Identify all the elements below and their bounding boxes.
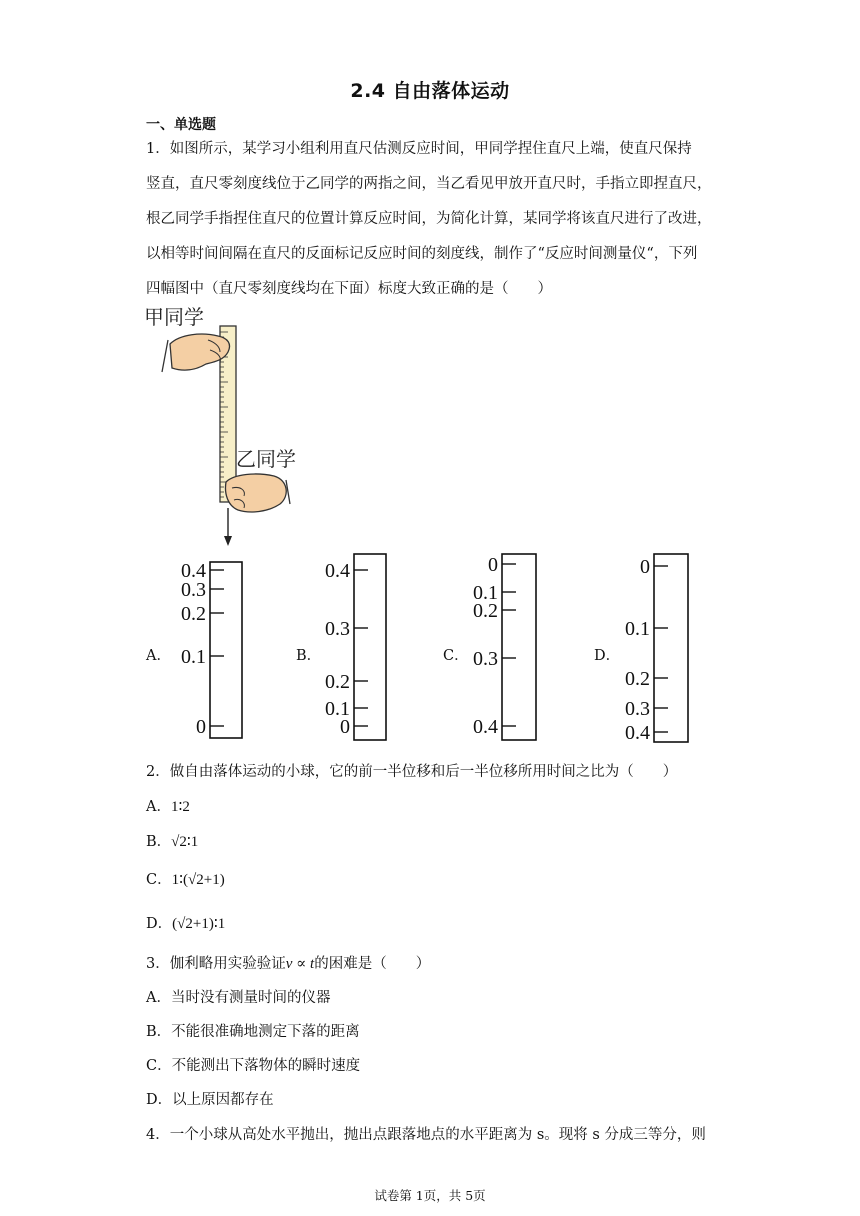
question-1-line: 根乙同学手指捏住直尺的位置计算反应时间，为简化计算，某同学将该直尺进行了改进， bbox=[146, 211, 712, 227]
option-text: 1∶2 bbox=[170, 799, 190, 815]
question-3-stem-suffix: 的困难是（ ） bbox=[314, 956, 431, 972]
option-b-label: B． bbox=[296, 648, 322, 664]
scale-tick-label: 0 bbox=[488, 554, 498, 576]
question-3-option-c bbox=[146, 1054, 360, 1075]
question-3-stem-prefix: 3．伽利略用实验验证 bbox=[146, 956, 286, 972]
scale-tick-label: 0.3 bbox=[473, 648, 498, 670]
scale-tick-label: 0.1 bbox=[473, 582, 498, 604]
question-1-line: 竖直，直尺零刻度线位于乙同学的两指之间，当乙看见甲放开直尺时，手指立即捏直尺， bbox=[146, 176, 712, 192]
question-1-line: 四幅图中（直尺零刻度线均在下面）标度大致正确的是（ ） bbox=[146, 281, 552, 297]
question-2-option-b bbox=[146, 830, 198, 851]
option-a-ticks bbox=[181, 560, 224, 738]
scale-tick-label: 0.3 bbox=[625, 698, 650, 720]
question-1-line: 1．如图所示，某学习小组利用直尺估测反应时间，甲同学捏住直尺上端，使直尺保持 bbox=[146, 141, 692, 157]
ruler-experiment-figure bbox=[140, 300, 330, 550]
option-text: (√2+1)∶1 bbox=[172, 916, 226, 932]
option-label: A． bbox=[146, 799, 171, 815]
option-text: 当时没有测量时间的仪器 bbox=[170, 990, 331, 1006]
scale-tick-label: 0 bbox=[340, 716, 350, 738]
page-title: 2.4 自由落体运动 bbox=[350, 80, 510, 102]
option-text: 以上原因都存在 bbox=[172, 1092, 274, 1108]
scale-tick-label: 0.3 bbox=[181, 579, 206, 601]
scale-tick-label: 0.4 bbox=[625, 722, 650, 744]
question-2-option-a bbox=[146, 795, 190, 816]
option-c-ticks bbox=[473, 554, 516, 738]
scale-tick-label: 0.2 bbox=[625, 668, 650, 690]
option-label: D． bbox=[146, 1092, 173, 1108]
option-label: D． bbox=[146, 916, 173, 932]
scale-tick-label: 0.3 bbox=[325, 618, 350, 640]
option-label: A． bbox=[146, 990, 171, 1006]
option-text: 不能测出下落物体的瞬时速度 bbox=[171, 1058, 361, 1074]
scale-tick-label: 0.4 bbox=[181, 560, 206, 582]
option-c-scale bbox=[462, 548, 552, 744]
section-heading: 一、单选题 bbox=[146, 117, 216, 133]
scale-tick-label: 0.2 bbox=[473, 600, 498, 622]
scale-tick-label: 0.2 bbox=[325, 671, 350, 693]
option-a-scale bbox=[170, 556, 260, 746]
question-3-option-b bbox=[146, 1020, 360, 1041]
option-label: C． bbox=[146, 1058, 172, 1074]
option-text: √2∶1 bbox=[171, 834, 199, 850]
arrow-down-icon bbox=[224, 536, 232, 546]
option-d-label: D． bbox=[594, 648, 621, 664]
question-3-stem bbox=[146, 952, 430, 973]
question-4-stem: 4．一个小球从高处水平抛出，抛出点跟落地点的水平距离为 s。现将 s 分成三等分，则 bbox=[146, 1127, 706, 1143]
option-d-scale bbox=[614, 548, 704, 748]
question-3-option-a bbox=[146, 986, 330, 1007]
page-footer: 试卷第 1页，共 5页 bbox=[374, 1188, 486, 1203]
scale-tick-label: 0.2 bbox=[181, 603, 206, 625]
question-3-formula: v ∝ t bbox=[285, 956, 315, 972]
scale-tick-label: 0.1 bbox=[181, 646, 206, 668]
option-b-ticks bbox=[325, 560, 368, 738]
person-b-label: 乙同学 bbox=[236, 449, 296, 471]
option-text: 不能很准确地测定下落的距离 bbox=[171, 1024, 360, 1040]
question-2-option-c bbox=[146, 868, 225, 889]
option-d-ticks bbox=[625, 556, 668, 744]
hand-b-icon bbox=[226, 474, 291, 512]
scale-tick-label: 0.1 bbox=[325, 698, 350, 720]
option-a-label: A． bbox=[146, 648, 171, 664]
scale-tick-label: 0.4 bbox=[325, 560, 350, 582]
scale-tick-label: 0 bbox=[196, 716, 206, 738]
option-label: C． bbox=[146, 872, 172, 888]
option-text: 1∶(√2+1) bbox=[171, 872, 225, 888]
question-2-stem: 2．做自由落体运动的小球，它的前一半位移和后一半位移所用时间之比为（ ） bbox=[146, 764, 678, 780]
scale-tick-label: 0.1 bbox=[625, 618, 650, 640]
question-1-line: 以相等时间间隔在直尺的反面标记反应时间的刻度线，制作了“反应时间测量仪“，下列 bbox=[146, 246, 698, 262]
question-1-stem bbox=[146, 132, 716, 307]
option-b-scale bbox=[314, 548, 404, 744]
scale-tick-label: 0.4 bbox=[473, 716, 498, 738]
scale-tick-label: 0 bbox=[640, 556, 650, 578]
person-a-label: 甲同学 bbox=[144, 307, 204, 329]
option-label: B． bbox=[146, 1024, 172, 1040]
question-3-option-d bbox=[146, 1088, 274, 1109]
option-label: B． bbox=[146, 834, 172, 850]
question-2-option-d bbox=[146, 912, 225, 933]
option-c-label: C． bbox=[443, 648, 469, 664]
